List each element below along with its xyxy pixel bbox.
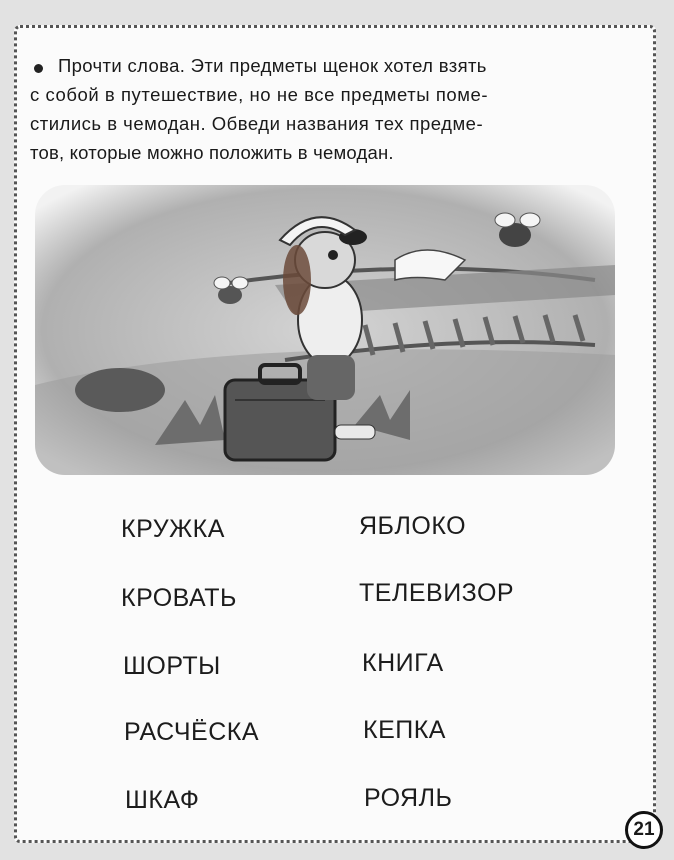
puppy-travel-illustration	[35, 185, 615, 475]
instruction-line: с собой в путешествие, но не все предметы поме-	[30, 84, 489, 105]
instruction-line: стились в чемодан. Обведи названия тех предме-	[30, 113, 484, 134]
word-item[interactable]: ЯБЛОКО	[359, 512, 467, 540]
word-item[interactable]: ШКАФ	[125, 786, 200, 814]
word-item[interactable]: КРУЖКА	[121, 515, 225, 543]
page-number: 21	[625, 811, 663, 849]
bush-icon	[75, 368, 165, 412]
instruction-line: Прочти слова. Эти предметы щенок хотел взять	[58, 55, 487, 76]
word-item[interactable]: РОЯЛЬ	[364, 784, 453, 812]
word-item[interactable]: КНИГА	[362, 649, 444, 677]
word-item[interactable]: ТЕЛЕВИЗОР	[359, 579, 515, 607]
word-item[interactable]: КРОВАТЬ	[121, 584, 237, 612]
word-item[interactable]: ШОРТЫ	[123, 652, 221, 680]
instruction-line: тов, которые можно положить в чемодан.	[30, 142, 394, 163]
illustration-svg	[35, 185, 615, 475]
instructions-text	[30, 51, 610, 167]
word-item[interactable]: КЕПКА	[363, 716, 446, 744]
word-item[interactable]: РАСЧЁСКА	[124, 718, 259, 746]
